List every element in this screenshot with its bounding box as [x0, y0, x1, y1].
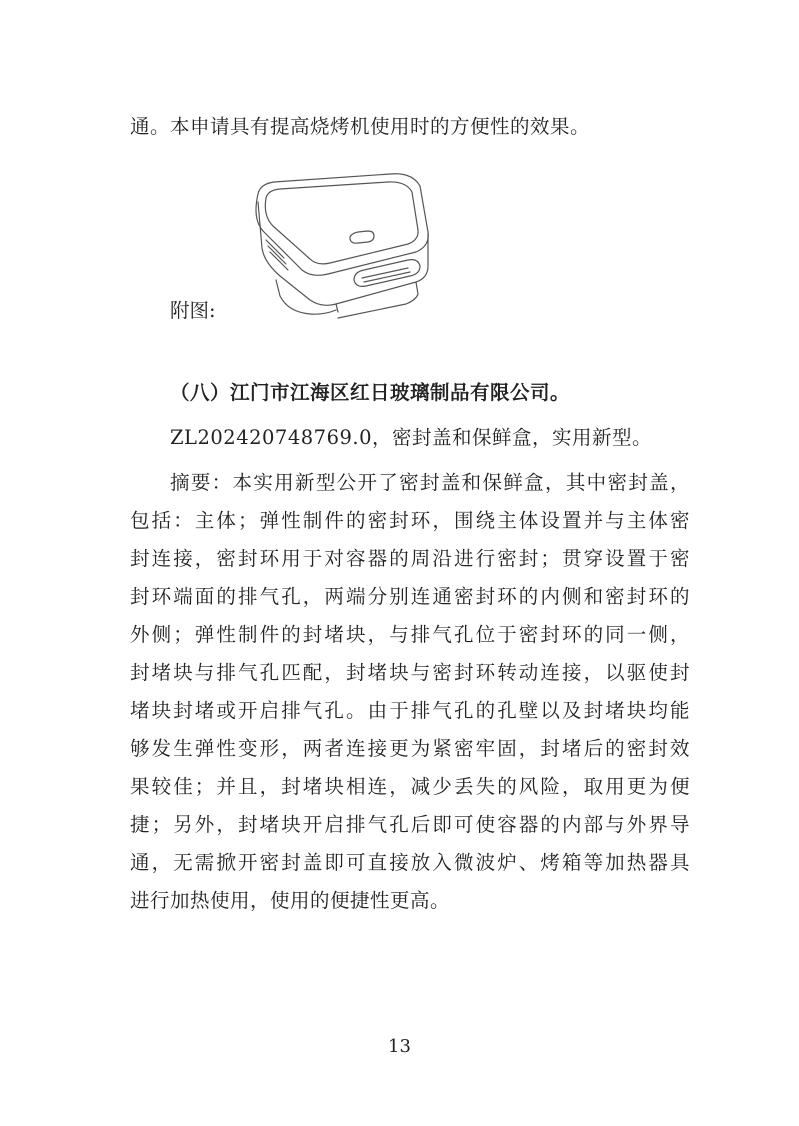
abstract-line: 果较佳；并且，封堵块相连，减少丢失的风险，取用更为便 — [130, 775, 690, 798]
abstract-line: 封堵块与排气孔匹配，封堵块与密封环转动连接，以驱使封 — [130, 661, 690, 684]
figure-label: 附图: — [170, 299, 216, 322]
patent-line: ZL202420748769.0，密封盖和保鲜盒，实用新型。 — [170, 426, 652, 449]
abstract-line: 通，无需掀开密封盖即可直接放入微波炉、烤箱等加热器具 — [130, 851, 690, 874]
page-number: 13 — [388, 1036, 411, 1057]
abstract-line: 封环端面的排气孔，两端分别连通密封环的内侧和密封环的 — [130, 585, 690, 608]
abstract-line: 包括：主体；弹性制件的密封环，围绕主体设置并与主体密 — [130, 509, 690, 532]
intro-line: 通。本申请具有提高烧烤机使用时的方便性的效果。 — [130, 115, 591, 138]
abstract-line: 封连接，密封环用于对容器的周沿进行密封；贯穿设置于密 — [130, 547, 690, 570]
abstract-line: 进行加热使用，使用的便捷性更高。 — [130, 889, 451, 912]
grill-device-illustration — [240, 162, 440, 322]
section-heading: （八）江门市江海区红日玻璃制品有限公司。 — [170, 381, 571, 404]
abstract-line: 捷；另外，封堵块开启排气孔后即可使容器的内部与外界导 — [130, 813, 690, 836]
abstract-line: 堵块封堵或开启排气孔。由于排气孔的孔壁以及封堵块均能 — [130, 699, 690, 722]
abstract-line: 外侧；弹性制件的封堵块，与排气孔位于密封环的同一侧， — [130, 623, 690, 646]
abstract-line: 摘要：本实用新型公开了密封盖和保鲜盒，其中密封盖， — [170, 471, 690, 494]
abstract-line: 够发生弹性变形，两者连接更为紧密牢固，封堵后的密封效 — [130, 737, 690, 760]
